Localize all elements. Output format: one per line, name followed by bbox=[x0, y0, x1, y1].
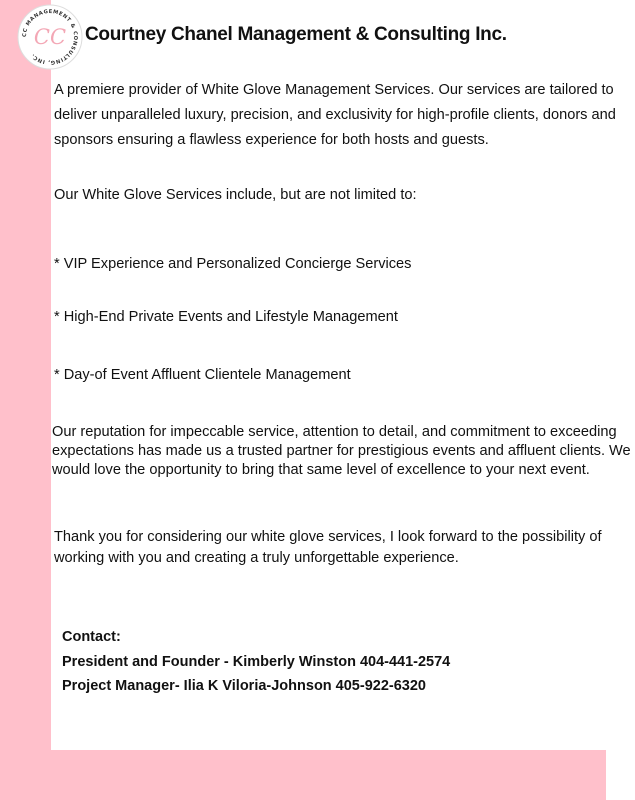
left-pink-sidebar bbox=[0, 0, 51, 800]
service-item: * High-End Private Events and Lifestyle Management bbox=[54, 309, 398, 325]
company-logo bbox=[17, 4, 83, 70]
contact-line-president: President and Founder - Kimberly Winston 404-441-2574 bbox=[62, 654, 451, 670]
services-heading: Our White Glove Services include, but are not limited to: bbox=[54, 187, 417, 203]
thanks-paragraph: Thank you for considering our white glove services, I look forward to the possibility of working with you and creating a truly unforgettable experience. bbox=[54, 529, 602, 566]
contact-heading: Contact: bbox=[62, 629, 121, 645]
logo-monogram: CC bbox=[33, 25, 67, 49]
service-item: * Day-of Event Affluent Clientele Management bbox=[54, 367, 351, 383]
intro-paragraph: A premiere provider of White Glove Management Services. Our services are tailored to deliver unparalleled luxury, precision, and exclusivity for high-profile clients, donors and sponsors ensuring a flawless experience for both hosts and guests. bbox=[54, 82, 616, 148]
company-name-title: Courtney Chanel Management & Consulting Inc. bbox=[85, 24, 507, 45]
bottom-pink-band bbox=[51, 750, 606, 800]
logo-ring-text: CC MANAGEMENT & CONSULTING, INC. bbox=[21, 8, 79, 66]
service-item: * VIP Experience and Personalized Concierge Services bbox=[54, 256, 412, 272]
reputation-paragraph: Our reputation for impeccable service, attention to detail, and commitment to exceeding expectations has made us a trusted partner for prestigious events and affluent clients. We would love the opportunity to bring that same level of excellence to your next event. bbox=[52, 424, 631, 478]
contact-line-project-manager: Project Manager- Ilia K Viloria-Johnson 405-922-6320 bbox=[62, 678, 426, 694]
